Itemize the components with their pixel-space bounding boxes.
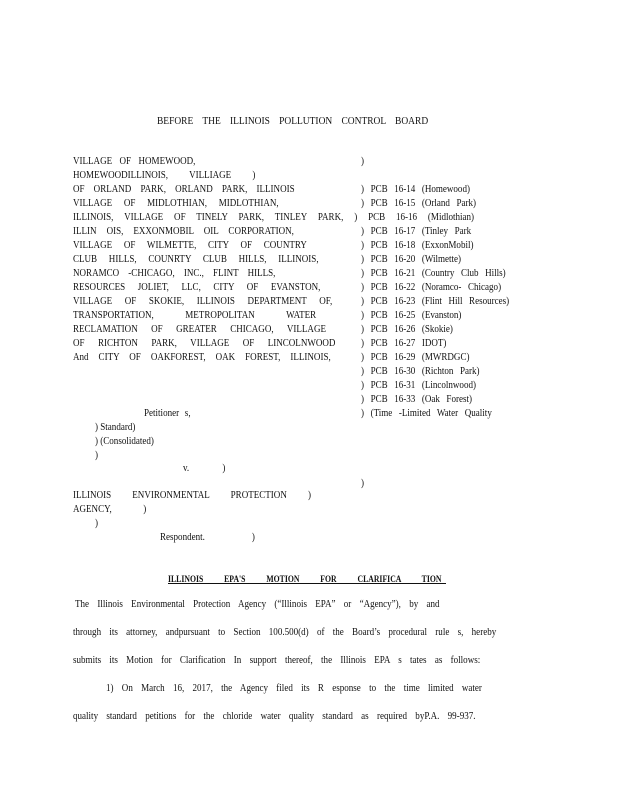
body-line: The Illinois Environmental Protection Agency (“Illinois EPA” or “Agency”), by and	[75, 599, 440, 610]
court-title: BEFORE THE ILLINOIS POLLUTION CONTROL BOARD	[157, 115, 429, 127]
respondent-name: ILLINOIS ENVIRONMENTAL PROTECTION )	[73, 490, 312, 501]
standard-line: ) Standard)	[95, 422, 136, 433]
case-number-line: )	[361, 156, 365, 167]
caption-party-line: NORAMCO -CHICAGO, INC., FLINT HILLS,	[73, 268, 276, 279]
caption-party-line: VILLAGE OF HOMEWOOD,	[73, 156, 196, 167]
case-number-line: ) PCB 16-27 IDOT)	[361, 338, 447, 349]
caption-party-line: ILLINOIS, VILLAGE OF TINELY PARK, TINLEY PARK, ) PCB 16-16 (Midlothian)	[73, 212, 475, 223]
body-line: through its attorney, andpursuant to Section 100.500(d) of the Board’s procedural rule s, hereby	[73, 627, 497, 638]
case-number-line: ) PCB 16-31 (Lincolnwood)	[361, 380, 476, 391]
case-number-line: ) PCB 16-17 (Tinley Park	[361, 226, 472, 237]
case-number-line: ) PCB 16-18 (ExxonMobil)	[361, 240, 474, 251]
petitioners-label: Petitioner s,	[144, 408, 191, 419]
caption-party-line: VILLAGE OF WILMETTE, CITY OF COUNTRY	[73, 240, 307, 251]
case-number-line: ) PCB 16-26 (Skokie)	[361, 324, 453, 335]
caption-party-line: RESOURCES JOLIET, LLC, CITY OF EVANSTON,	[73, 282, 321, 293]
caption-paren: )	[361, 478, 365, 489]
consolidated-line: ) (Consolidated)	[95, 436, 154, 447]
case-number-line: ) PCB 16-23 (Flint Hill Resources)	[361, 296, 510, 307]
caption-party-line: TRANSPORTATION, METROPOLITAN WATER	[73, 310, 317, 321]
body-line: quality standard petitions for the chloride water quality standard as required byP.A. 99-937.	[73, 711, 476, 722]
body-line: 1) On March 16, 2017, the Agency filed its R esponse to the time limited water	[106, 683, 482, 694]
case-number-line: ) PCB 16-14 (Homewood)	[361, 184, 470, 195]
caption-paren: )	[95, 518, 99, 529]
case-number-line: ) PCB 16-15 (Orland Park)	[361, 198, 477, 209]
caption-party-line: OF ORLAND PARK, ORLAND PARK, ILLINOIS	[73, 184, 295, 195]
versus-label: v. )	[183, 463, 226, 474]
motion-title: ILLINOIS EPA'S MOTION FOR CLARIFICA TION	[168, 574, 442, 584]
case-number-line: ) PCB 16-25 (Evanston)	[361, 310, 462, 321]
case-number-line: ) PCB 16-33 (Oak Forest)	[361, 394, 473, 405]
caption-party-line: RECLAMATION OF GREATER CHICAGO, VILLAGE	[73, 324, 327, 335]
respondent-name: AGENCY, )	[73, 504, 147, 515]
case-number-line: ) PCB 16-30 (Richton Park)	[361, 366, 480, 377]
case-number-line: ) (Time -Limited Water Quality	[361, 408, 492, 419]
caption-party-line: HOMEWOODILLINOIS, VILLIAGE )	[73, 170, 256, 181]
case-number-line: ) PCB 16-20 (Wilmette)	[361, 254, 462, 265]
case-number-line: ) PCB 16-22 (Noramco- Chicago)	[361, 282, 502, 293]
caption-paren: )	[95, 450, 99, 461]
caption-party-line: ILLIN OIS, EXXONMOBIL OIL CORPORATION,	[73, 226, 294, 237]
respondent-label: Respondent. )	[160, 532, 255, 543]
caption-party-line: And CITY OF OAKFOREST, OAK FOREST, ILLINOIS,	[73, 352, 331, 363]
motion-title-underline	[168, 583, 446, 584]
case-number-line: ) PCB 16-29 (MWRDGC)	[361, 352, 470, 363]
caption-party-line: VILLAGE OF SKOKIE, ILLINOIS DEPARTMENT OF,	[73, 296, 333, 307]
caption-party-line: OF RICHTON PARK, VILLAGE OF LINCOLNWOOD	[73, 338, 336, 349]
case-number-line: ) PCB 16-21 (Country Club Hills)	[361, 268, 506, 279]
body-line: submits its Motion for Clarification In support thereof, the Illinois EPA s tates as follows:	[73, 655, 481, 666]
caption-party-line: VILLAGE OF MIDLOTHIAN, MIDLOTHIAN,	[73, 198, 279, 209]
caption-party-line: CLUB HILLS, COUNRTY CLUB HILLS, ILLINOIS,	[73, 254, 319, 265]
